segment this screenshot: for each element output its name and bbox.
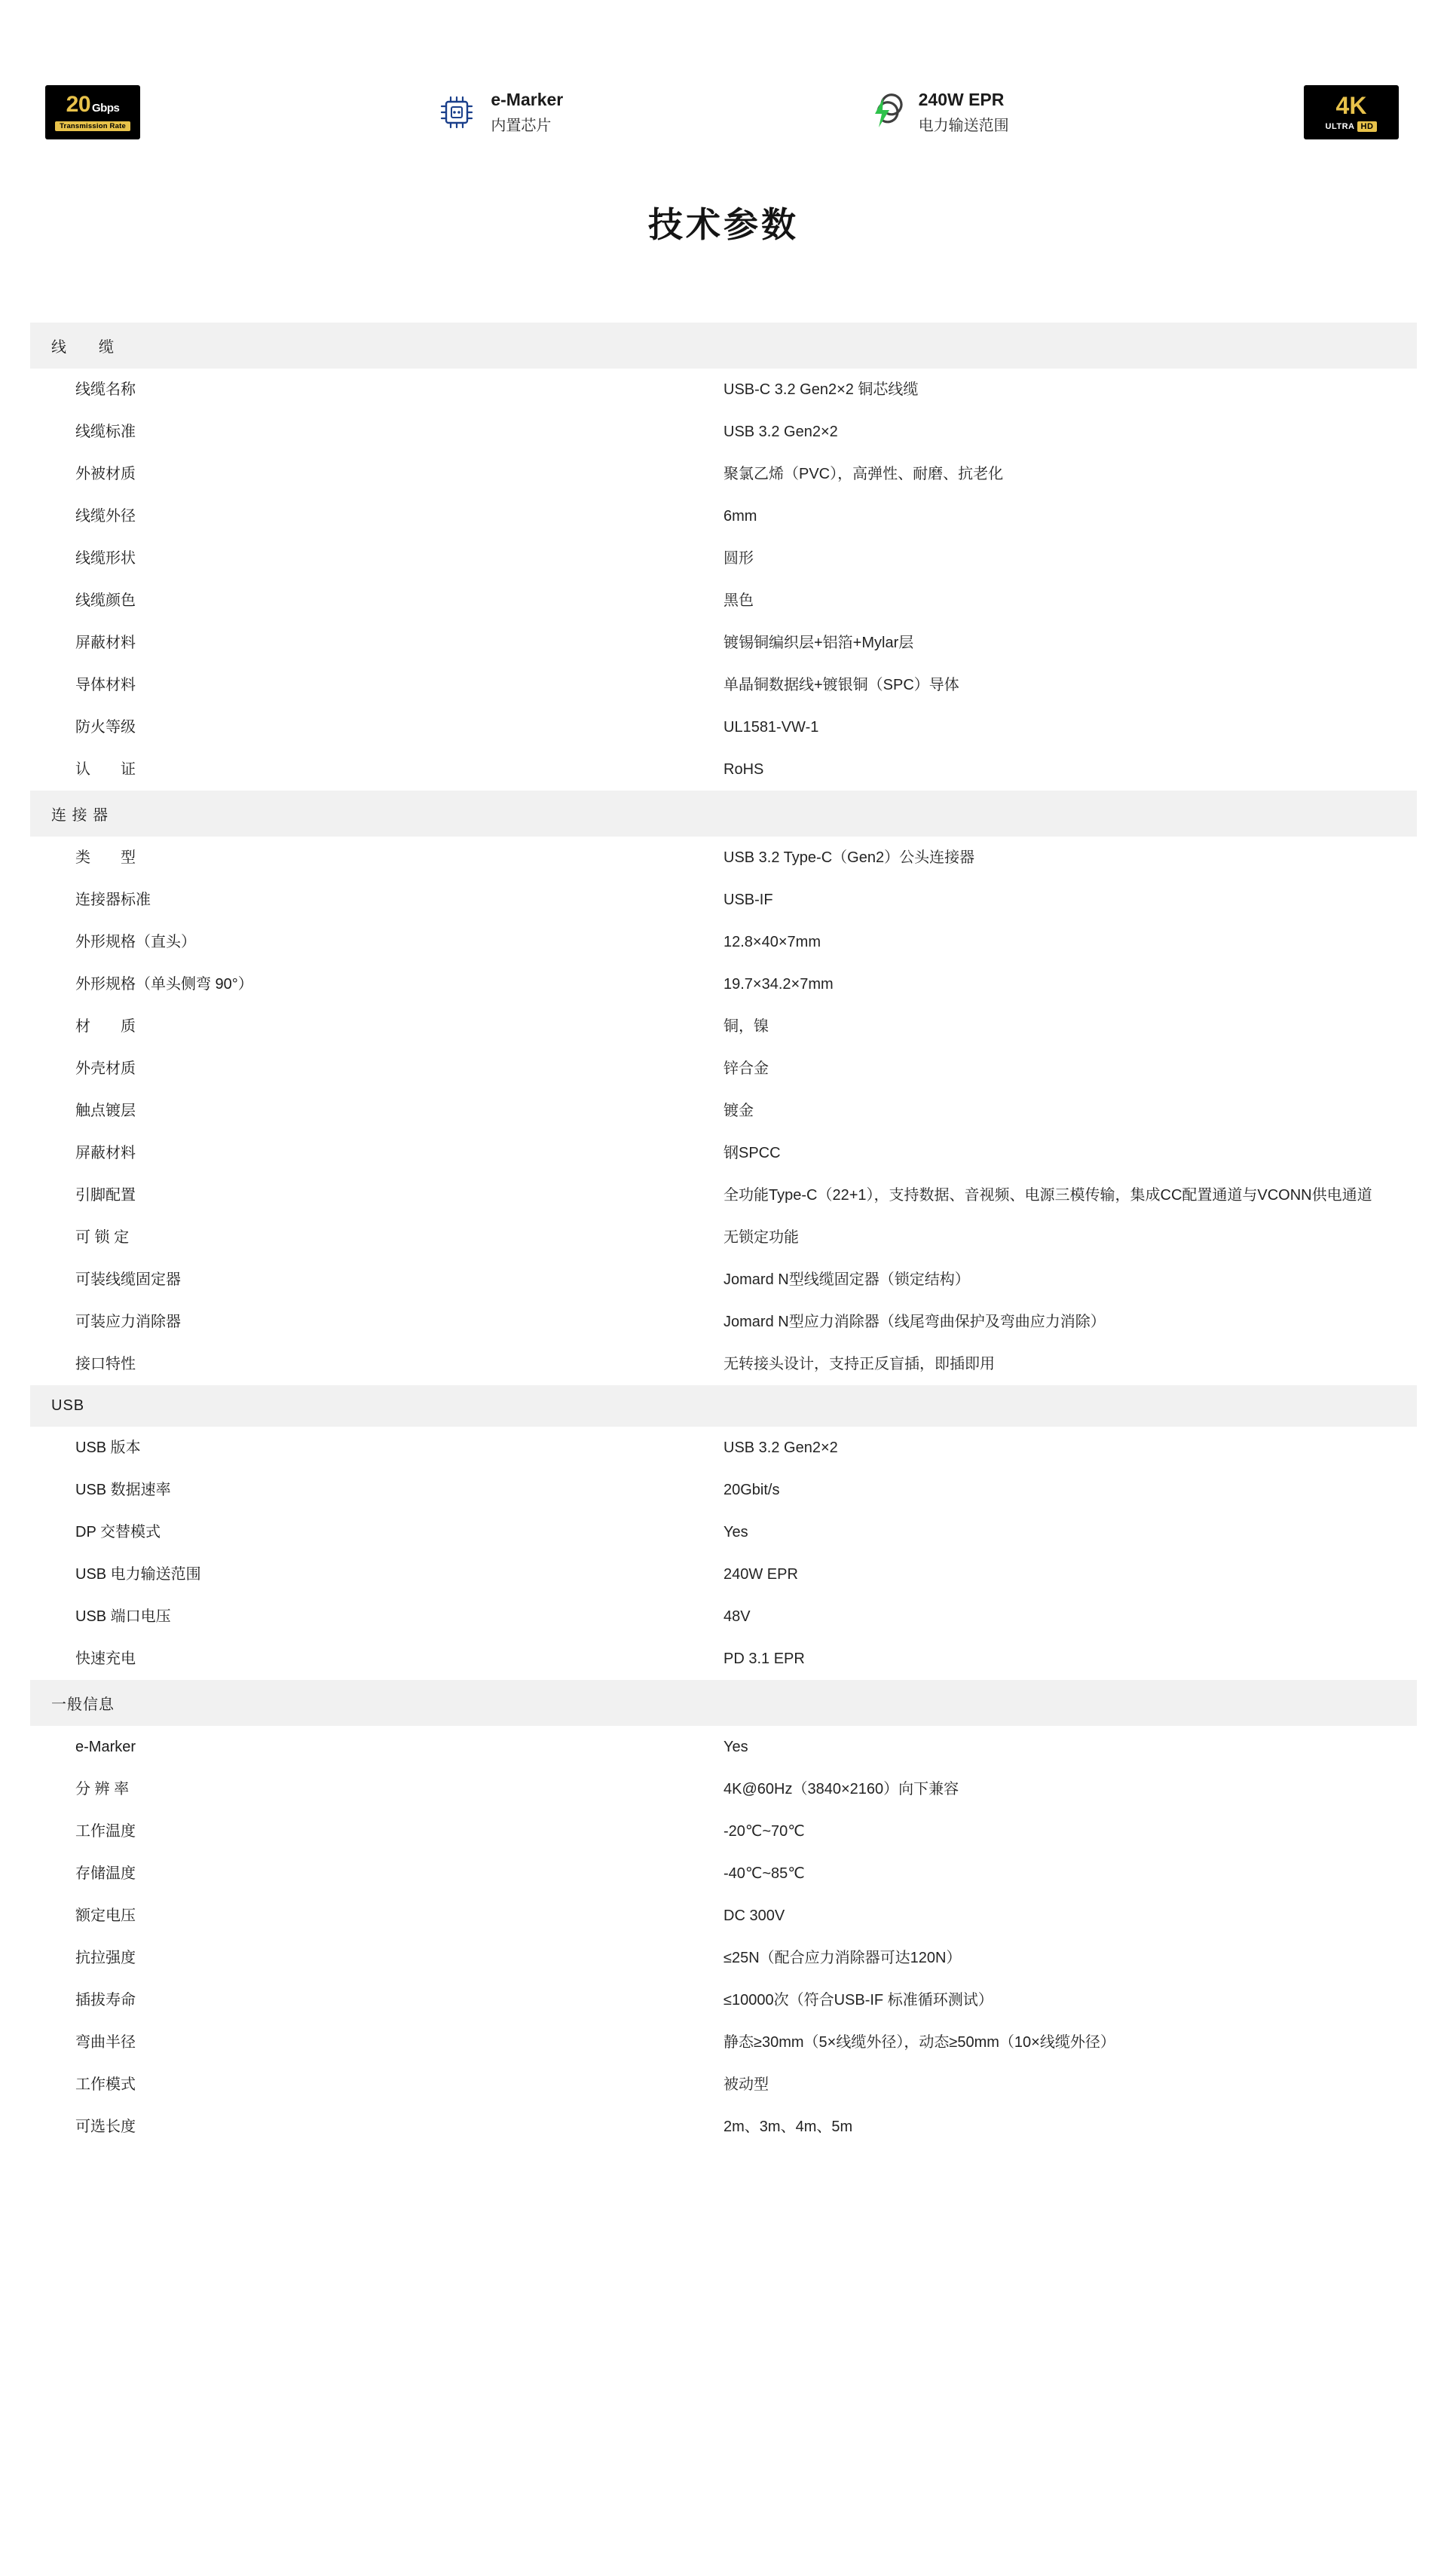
table-row xyxy=(30,837,1417,879)
spec-key: 分 辨 率 xyxy=(75,1781,130,1797)
badge-emarker-subtitle: 内置芯片 xyxy=(491,117,552,134)
spec-key: 外壳材质 xyxy=(75,1060,136,1077)
spec-table-wrap xyxy=(30,323,1417,2148)
resolution-badge-value: 4K xyxy=(1335,92,1367,119)
table-row xyxy=(30,1768,1417,1810)
spec-value: 无锁定功能 xyxy=(724,1229,799,1246)
spec-key: 线缆颜色 xyxy=(75,592,136,609)
table-row xyxy=(30,1638,1417,1680)
table-row xyxy=(30,1427,1417,1469)
table-row xyxy=(30,1852,1417,1895)
badge-power-subtitle: 电力输送范围 xyxy=(918,117,1009,134)
spec-section-header xyxy=(30,1680,1417,1726)
spec-key: 线缆名称 xyxy=(75,381,136,398)
table-row xyxy=(30,537,1417,580)
table-row xyxy=(30,1895,1417,1937)
spec-key: 连接器标准 xyxy=(75,892,151,908)
spec-value: 被动型 xyxy=(724,2076,769,2093)
table-row xyxy=(30,1301,1417,1343)
table-row xyxy=(30,1469,1417,1511)
resolution-badge-hd: HD xyxy=(1357,121,1378,132)
spec-value: PD 3.1 EPR xyxy=(724,1651,805,1667)
spec-value: Jomard N型线缆固定器（锁定结构） xyxy=(724,1271,970,1288)
spec-key: 可装应力消除器 xyxy=(75,1314,181,1330)
spec-value: 静态≥30mm（5×线缆外径），动态≥50mm（10×线缆外径） xyxy=(724,2034,1115,2051)
table-row xyxy=(30,2021,1417,2064)
spec-key: 弯曲半径 xyxy=(75,2034,136,2051)
spec-key: 导体材料 xyxy=(75,677,136,693)
spec-key: 工作模式 xyxy=(75,2076,136,2093)
spec-value: 铜，镍 xyxy=(724,1018,769,1035)
spec-value: 6mm xyxy=(724,508,757,525)
spec-value: 20Gbit/s xyxy=(724,1482,780,1498)
spec-key: 屏蔽材料 xyxy=(75,1145,136,1161)
spec-key: 认 证 xyxy=(75,761,136,778)
page-title: 技术参数 xyxy=(648,205,799,244)
spec-value: 镀锡铜编织层+铝箔+Mylar层 xyxy=(724,635,914,651)
table-row xyxy=(30,622,1417,664)
spec-value: 聚氯乙烯（PVC），高弹性、耐磨、抗老化 xyxy=(724,466,1004,482)
table-row xyxy=(30,453,1417,495)
spec-key: 接口特性 xyxy=(75,1356,136,1372)
spec-key: 插拔寿命 xyxy=(75,1992,136,2008)
table-row xyxy=(30,748,1417,791)
spec-value: 12.8×40×7mm xyxy=(724,934,821,950)
spec-key: 防火等级 xyxy=(75,719,136,736)
badge-transmission-rate xyxy=(45,85,142,139)
table-row xyxy=(30,879,1417,921)
spec-key: USB 端口电压 xyxy=(75,1608,171,1625)
table-row xyxy=(30,963,1417,1005)
spec-value: 无转接头设计，支持正反盲插，即插即用 xyxy=(724,1356,995,1372)
badge-emarker-text xyxy=(491,88,563,136)
spec-key: 线缆形状 xyxy=(75,550,136,567)
spec-key: 外形规格（单头侧弯 90°） xyxy=(75,976,253,993)
spec-section-label: 连 接 器 xyxy=(30,791,1417,837)
table-row xyxy=(30,1937,1417,1979)
table-row xyxy=(30,1726,1417,1768)
spec-key: 屏蔽材料 xyxy=(75,635,136,651)
table-row xyxy=(30,1259,1417,1301)
spec-key: 额定电压 xyxy=(75,1908,136,1924)
bottom-spacer xyxy=(0,2148,1447,2246)
table-row xyxy=(30,1132,1417,1174)
spec-section-header xyxy=(30,791,1417,837)
spec-key: 工作温度 xyxy=(75,1823,136,1840)
table-row xyxy=(30,580,1417,622)
spec-value: 钢SPCC xyxy=(724,1145,781,1161)
spec-key: 抗拉强度 xyxy=(75,1950,136,1966)
spec-value: USB-C 3.2 Gen2×2 铜芯线缆 xyxy=(724,381,919,398)
table-row xyxy=(30,1511,1417,1553)
spec-value: DC 300V xyxy=(724,1908,785,1924)
spec-section-label: 线 缆 xyxy=(30,323,1417,369)
spec-section-header xyxy=(30,1385,1417,1427)
table-row xyxy=(30,1005,1417,1048)
table-row xyxy=(30,1090,1417,1132)
spec-section-label: USB xyxy=(30,1385,1417,1427)
spec-value: UL1581-VW-1 xyxy=(724,719,819,736)
spec-value: -20℃~70℃ xyxy=(724,1823,805,1840)
badge-power-title: 240W EPR xyxy=(918,90,1005,110)
table-row xyxy=(30,2064,1417,2106)
spec-key: 线缆外径 xyxy=(75,508,136,525)
spec-value: Yes xyxy=(724,1524,748,1540)
spec-key: 可 锁 定 xyxy=(75,1229,130,1246)
table-row xyxy=(30,706,1417,748)
spec-key: e-Marker xyxy=(75,1739,136,1755)
table-row xyxy=(30,2106,1417,2148)
spec-key: 引脚配置 xyxy=(75,1187,136,1204)
spec-value: 4K@60Hz（3840×2160）向下兼容 xyxy=(724,1781,959,1797)
badge-power-text xyxy=(919,88,1009,136)
chip-icon xyxy=(436,92,477,133)
resolution-badge-icon xyxy=(1304,85,1399,139)
spec-key: DP 交替模式 xyxy=(75,1524,161,1540)
badge-emarker xyxy=(436,88,563,136)
table-row xyxy=(30,1553,1417,1595)
spec-key: 快速充电 xyxy=(75,1651,136,1667)
spec-key: 类 型 xyxy=(75,849,136,866)
speed-badge-unit: Gbps xyxy=(92,101,120,115)
spec-key: USB 数据速率 xyxy=(75,1482,171,1498)
spec-value: Jomard N型应力消除器（线尾弯曲保护及弯曲应力消除） xyxy=(724,1314,1106,1330)
table-row xyxy=(30,411,1417,453)
spec-value: 圆形 xyxy=(724,550,754,567)
badge-resolution xyxy=(1304,85,1400,139)
spec-key: 存储温度 xyxy=(75,1865,136,1882)
spec-value: 2m、3m、4m、5m xyxy=(724,2119,853,2135)
spec-value: 镀金 xyxy=(724,1103,754,1119)
table-row xyxy=(30,1048,1417,1090)
spec-key: USB 电力输送范围 xyxy=(75,1566,201,1583)
spec-key: 外被材质 xyxy=(75,466,136,482)
spec-value: USB 3.2 Gen2×2 xyxy=(724,1439,838,1456)
table-row xyxy=(30,1595,1417,1638)
spec-value: USB 3.2 Type-C（Gen2）公头连接器 xyxy=(724,849,975,866)
speed-badge-icon xyxy=(45,85,140,139)
spec-key: 触点镀层 xyxy=(75,1103,136,1119)
spec-value: ≤10000次（符合USB-IF 标准循环测试） xyxy=(724,1992,993,2008)
spec-value: Yes xyxy=(724,1739,748,1755)
spec-section-header xyxy=(30,323,1417,369)
badge-emarker-title: e-Marker xyxy=(491,90,564,110)
table-row xyxy=(30,369,1417,411)
table-row xyxy=(30,1979,1417,2021)
spec-value: 全功能Type-C（22+1），支持数据、音视频、电源三模传输，集成CC配置通道与VCONN供电通道 xyxy=(724,1187,1372,1204)
table-row xyxy=(30,1343,1417,1385)
spec-key: USB 版本 xyxy=(75,1439,141,1456)
spec-value: 240W EPR xyxy=(724,1566,798,1583)
spec-key: 材 质 xyxy=(75,1018,136,1035)
spec-value: -40℃~85℃ xyxy=(724,1865,805,1882)
spec-value: USB 3.2 Gen2×2 xyxy=(724,424,838,440)
spec-key: 外形规格（直头） xyxy=(75,934,196,950)
spec-value: 黑色 xyxy=(724,592,754,609)
spec-key: 线缆标准 xyxy=(75,424,136,440)
speed-badge-value: 20 xyxy=(66,91,91,117)
table-row xyxy=(30,1174,1417,1216)
spec-value: RoHS xyxy=(724,761,764,778)
table-row xyxy=(30,664,1417,706)
power-bolt-icon xyxy=(858,93,905,131)
spec-value: 锌合金 xyxy=(724,1060,769,1077)
spec-value: 单晶铜数据线+镀银铜（SPC）导体 xyxy=(724,677,959,693)
spec-key: 可选长度 xyxy=(75,2119,136,2135)
table-row xyxy=(30,1810,1417,1852)
resolution-badge-ultra: ULTRA xyxy=(1325,122,1355,131)
table-row xyxy=(30,495,1417,537)
spec-section-label: 一般信息 xyxy=(30,1680,1417,1726)
feature-badge-strip xyxy=(0,0,1447,143)
table-row xyxy=(30,1216,1417,1259)
spec-value: ≤25N（配合应力消除器可达120N） xyxy=(724,1950,962,1966)
spec-value: USB-IF xyxy=(724,892,773,908)
spec-value: 48V xyxy=(724,1608,751,1625)
speed-badge-sub: Transmission Rate xyxy=(55,121,130,132)
table-row xyxy=(30,921,1417,963)
spec-value: 19.7×34.2×7mm xyxy=(724,976,834,993)
spec-table xyxy=(30,323,1417,2148)
spec-key: 可装线缆固定器 xyxy=(75,1271,181,1288)
badge-power xyxy=(858,88,1009,136)
